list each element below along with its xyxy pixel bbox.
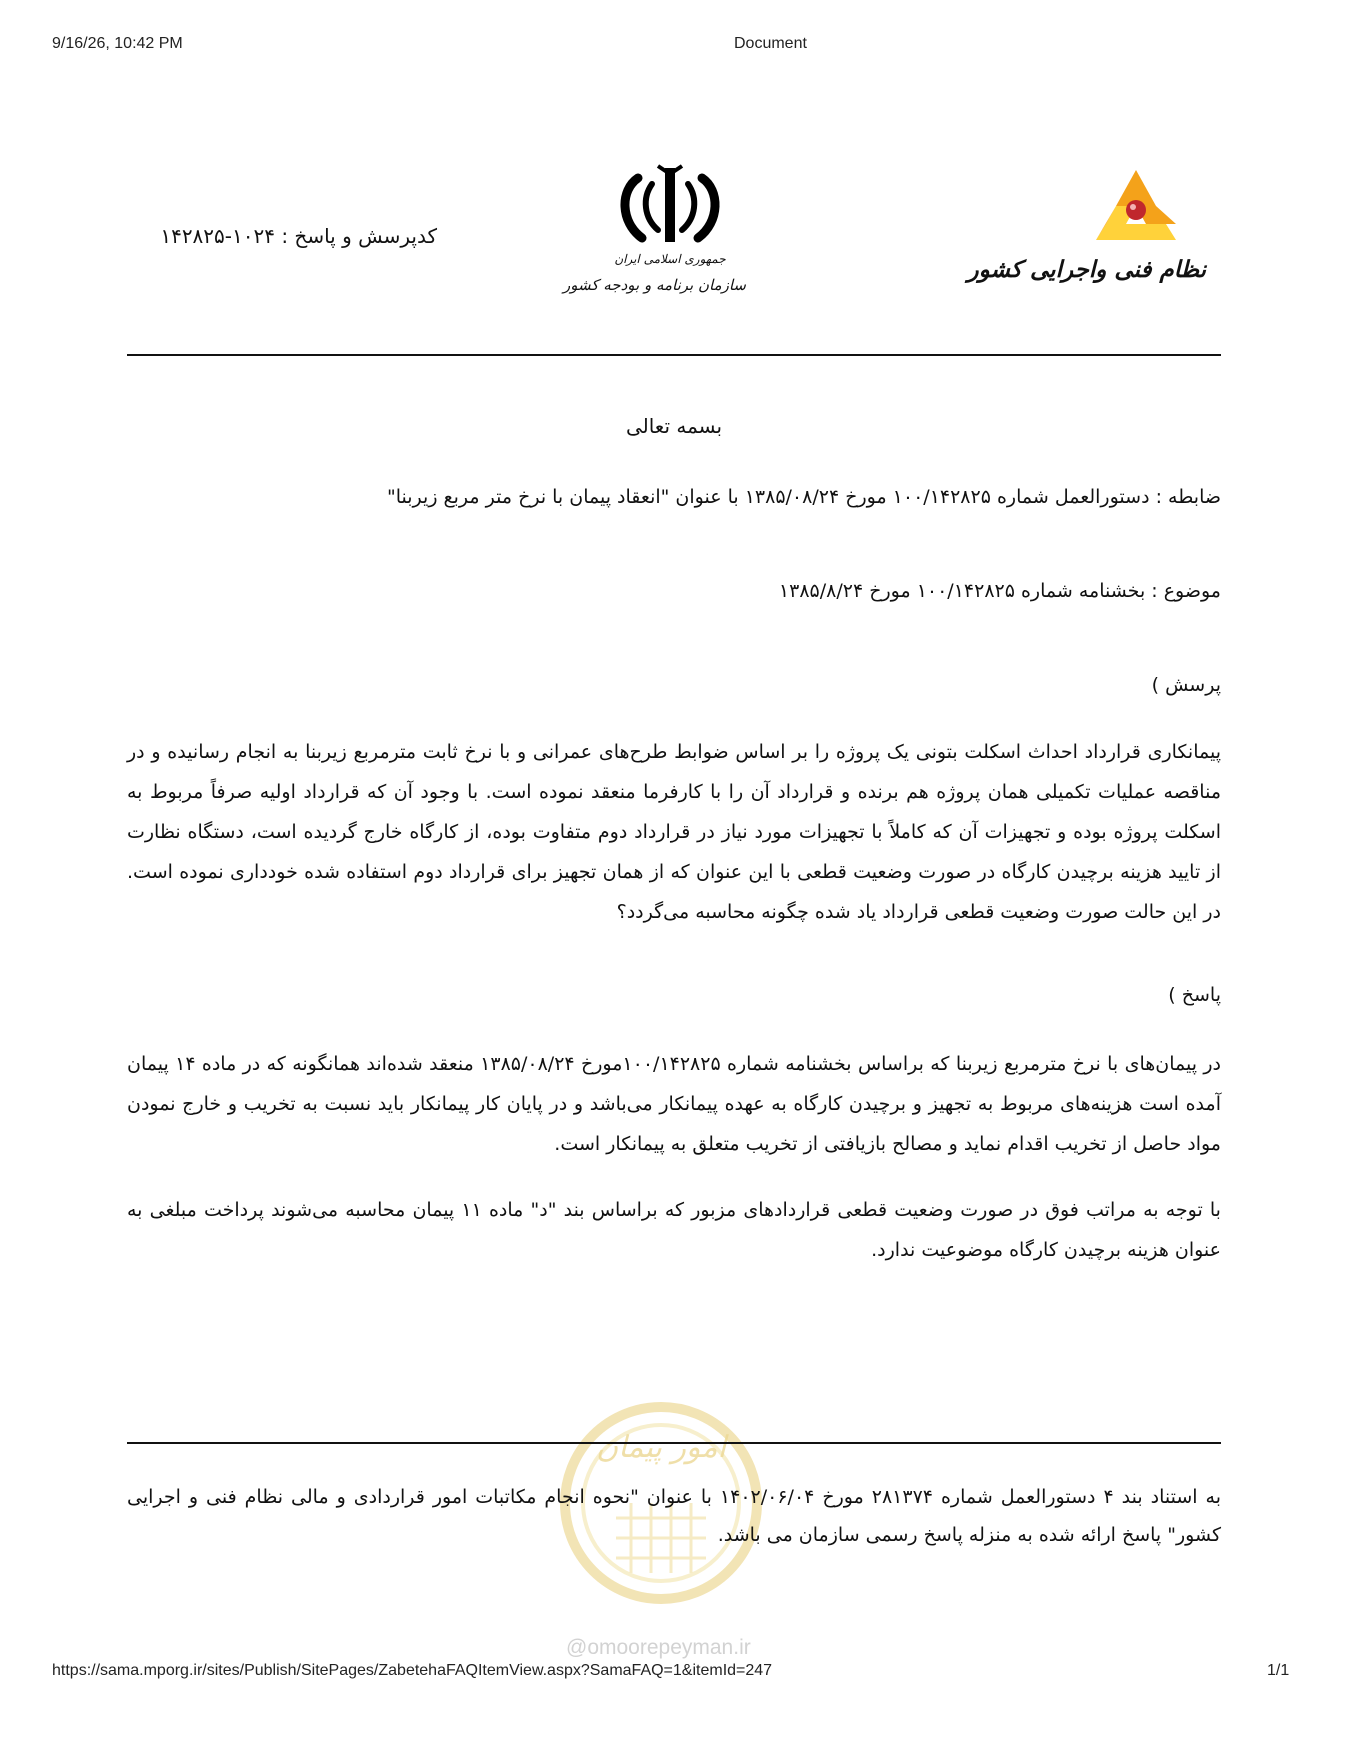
iran-emblem-icon [600,160,740,252]
right-logo [967,166,1212,306]
question-text: پیمانکاری قرارداد احداث اسکلت بتونی یک پروژه را بر اساس ضوابط طرح‌های عمرانی و با نرخ ثابت مترمربع زیربنا به انجام رسانیده و در مناقصه عملیات تکمیلی همان پروژه هم برنده و قرارداد آن را با کارفرما منعقد نموده است. با وجود آن که قرارداد اولیه صرفاً مربوط به اسکلت پروژه بوده و تجهیزات آن که کاملاً با تجهیزات مورد نیاز در قرارداد دوم متفاوت بوده، از کارگاه خارج گردیده است، دستگاه نظارت از تایید هزینه برچیدن کارگاه در صورت وضعیت قطعی با این عنوان که از همان تجهیز برای قرارداد دوم استفاده شده خودداری نموده است. در این حالت صورت وضعیت قطعی قرارداد یاد شده چگونه محاسبه می‌گردد؟ [127,741,1221,923]
footer-note: به استناد بند ۴ دستورالعمل شماره ۲۸۱۳۷۴ مورخ ۱۴۰۲/۰۶/۰۴ با عنوان "نحوه انجام مکاتبات امور قراردادی و مالی نظام فنی و اجرایی کشور" پاسخ ارائه شده به منزله پاسخ رسمی سازمان می باشد. [127,1486,1221,1546]
center-logo-line1: جمهوری اسلامی ایران [614,252,726,266]
center-logo [562,160,746,310]
print-page-number: 1/1 [1267,1662,1290,1679]
footer-divider [127,1442,1221,1444]
right-logo-text: نظام فنی واجرایی کشور [967,256,1206,283]
answer-label: پاسخ ) [1168,984,1221,1006]
answer-text-1: در پیمان‌های با نرخ مترمربع زیربنا که براساس بخشنامه شماره ۱۰۰/۱۴۲۸۲۵مورخ ۱۳۸۵/۰۸/۲۴ منعقد شده‌اند همانگونه که در ماده ۱۴ پیمان آمده است هزینه‌های مربوط به تجهیز و برچیدن کارگاه به عهده پیمانکار می‌باشد و در پایان کار پیمانکار باید نسبت به تخریب و خارج نمودن مواد حاصل از تخریب اقدام نماید و مصالح بازیافتی از تخریب متعلق به پیمانکار است. [127,1053,1221,1155]
center-logo-line2: سازمان برنامه و بودجه کشور [562,276,746,294]
watermark-stamp-text: امور پیمان [596,1430,726,1465]
print-url: https://sama.mporg.ir/sites/Publish/SitePages/ZabetehaFAQItemView.aspx?SamaFAQ=1&itemId=247 [52,1662,773,1679]
question-label: پرسش ) [1151,674,1221,696]
zabete-line: ضابطه : دستورالعمل شماره ۱۰۰/۱۴۲۸۲۵ مورخ ۱۳۸۵/۰۸/۲۴ با عنوان "انعقاد پیمان با نرخ متر مربع زیربنا" [387,486,1221,508]
subject-line: موضوع : بخشنامه شماره ۱۰۰/۱۴۲۸۲۵ مورخ ۱۳۸۵/۸/۲۴ [778,580,1221,602]
header-divider [127,354,1221,356]
technical-system-logo-icon [1060,166,1212,246]
at-icon: @ [566,1636,588,1659]
print-datetime: 9/16/26, 10:42 PM [52,35,183,52]
watermark-url: @omoorepeyman.ir [566,1636,751,1659]
basmala: بسمه تعالی [625,414,723,438]
print-title: Document [734,35,807,52]
answer-text-2: با توجه به مراتب فوق در صورت وضعیت قطعی قراردادهای مزبور که براساس بند "د" ماده ۱۱ پیمان محاسبه می‌شوند پرداخت مبلغی به عنوان هزینه برچیدن کارگاه موضوعیت ندارد. [127,1199,1221,1261]
faq-code: کدپرسش و پاسخ : ۱۰۲۴-۱۴۲۸۲۵ [160,224,437,248]
